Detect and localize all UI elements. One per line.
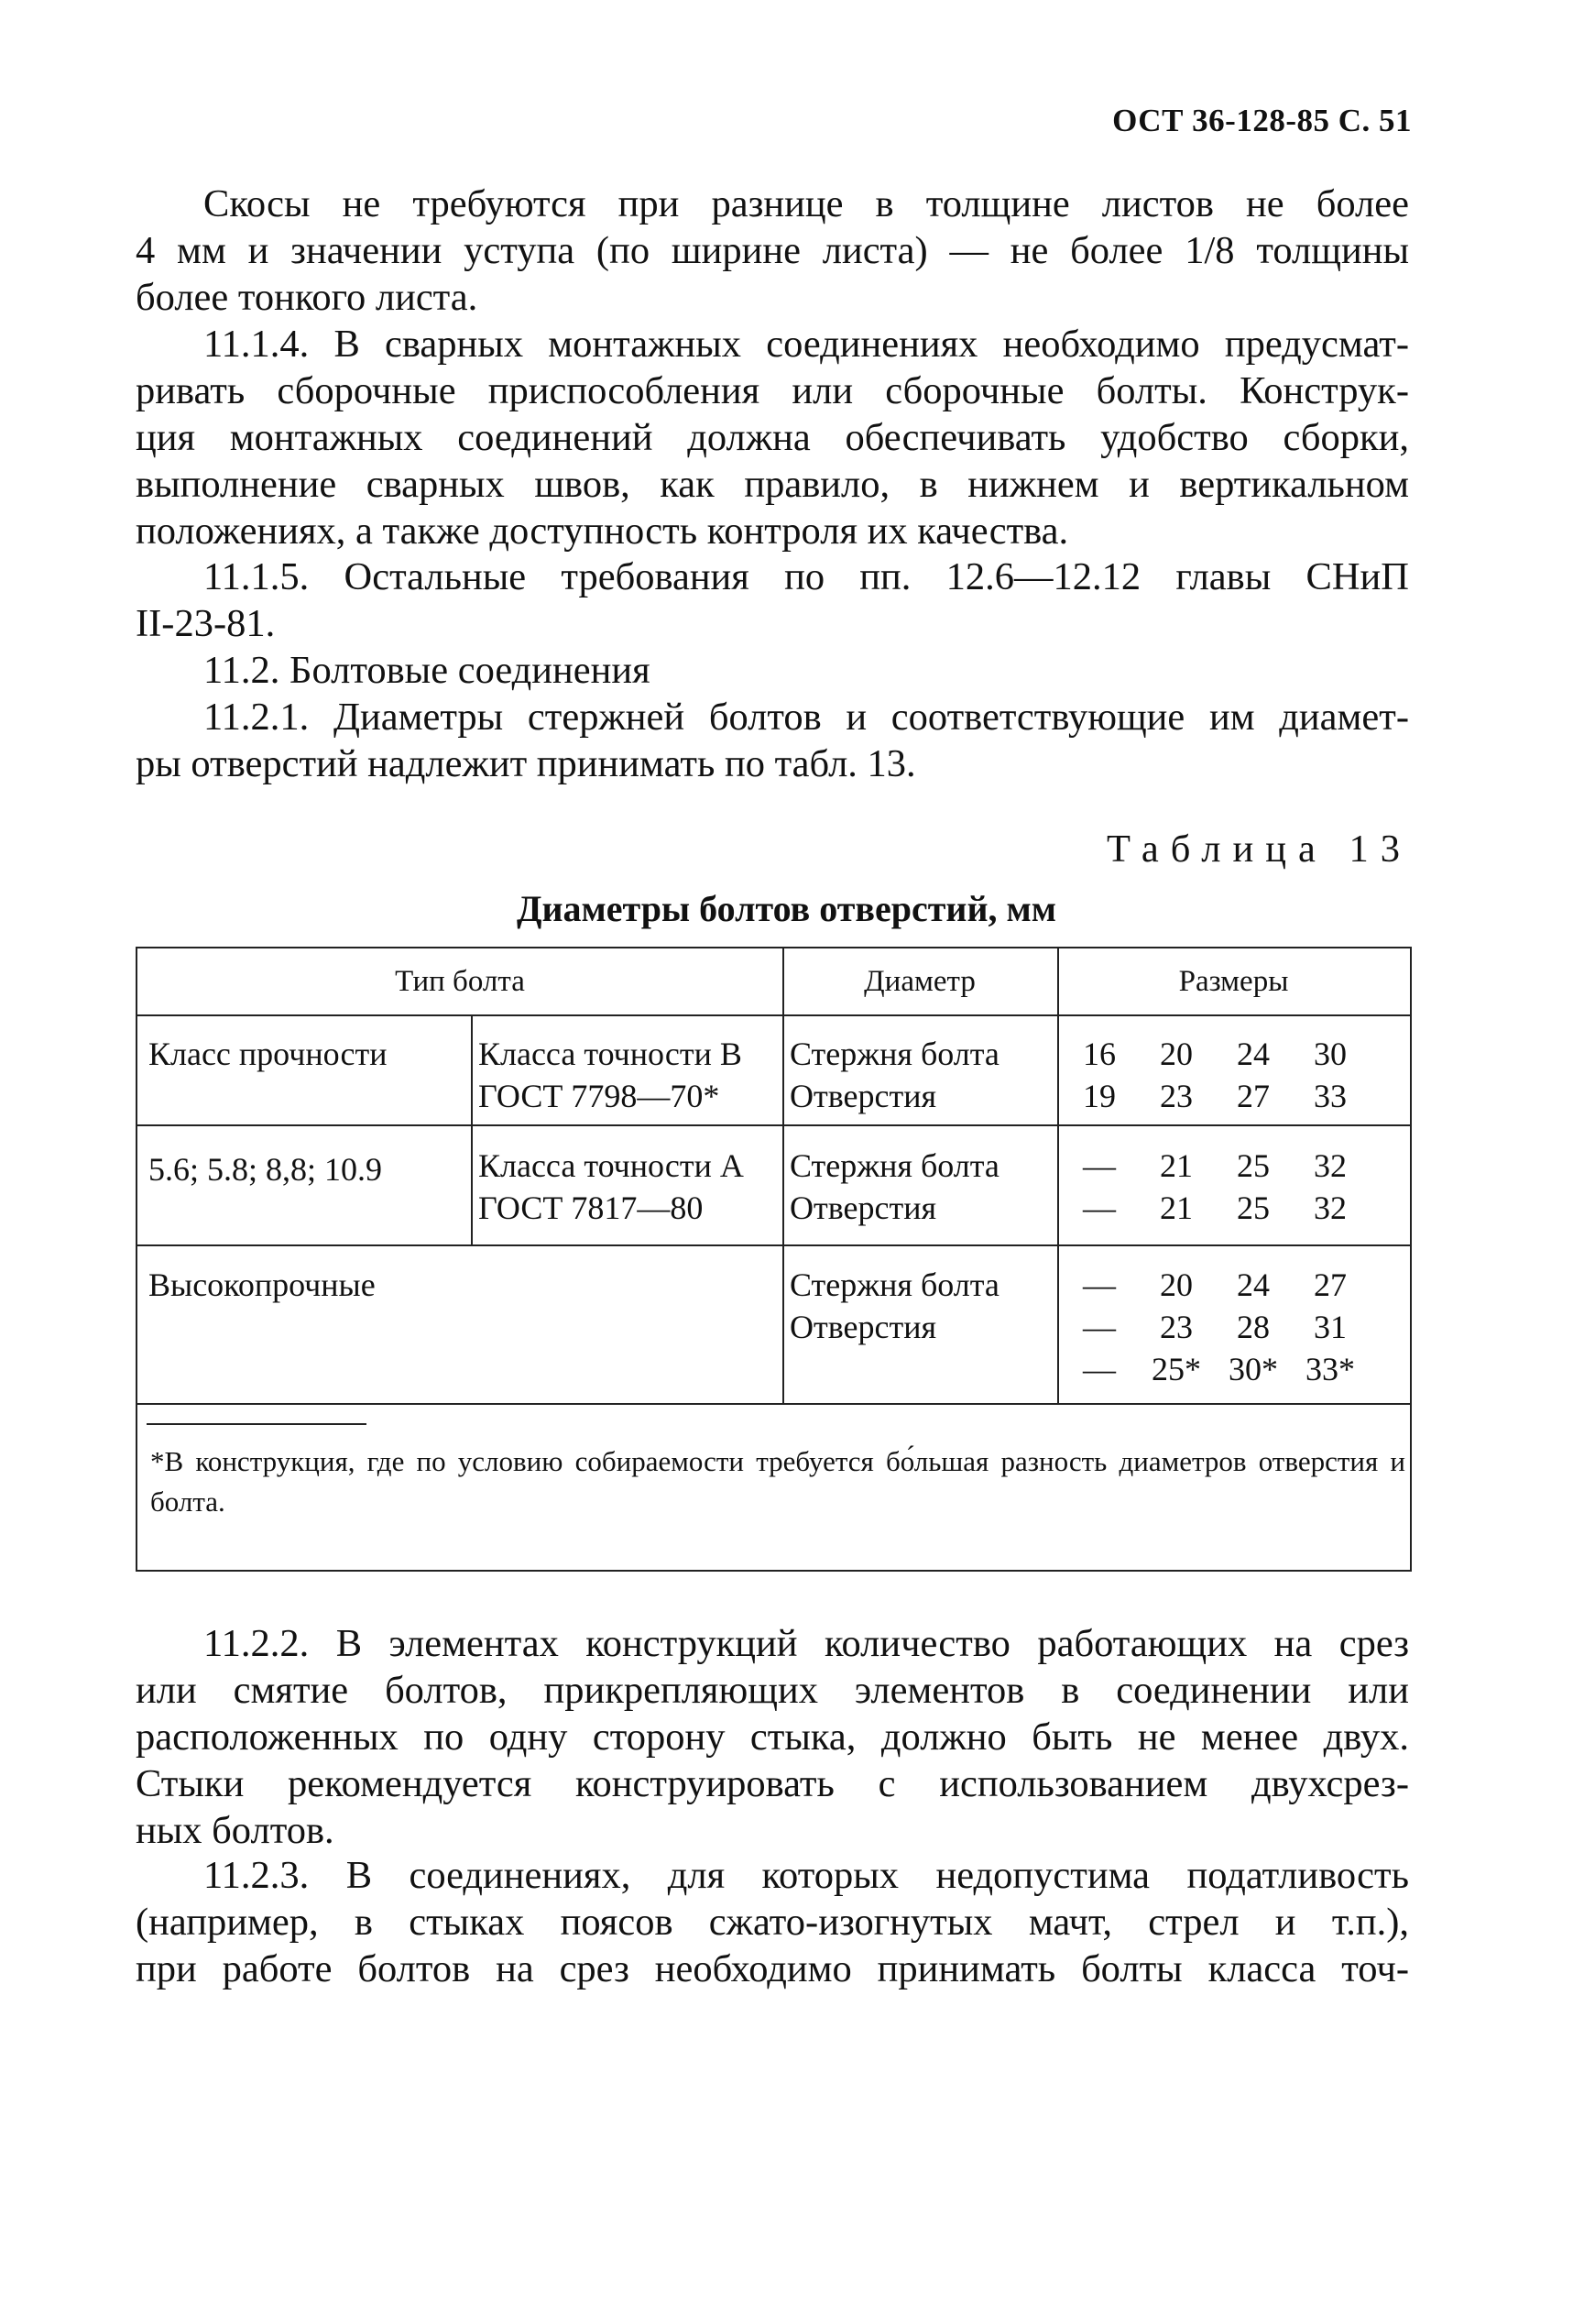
size-value: 23 <box>1160 1309 1193 1345</box>
table-rule <box>471 1014 473 1244</box>
table-rule <box>137 1014 1410 1016</box>
size-value: 24 <box>1237 1036 1270 1072</box>
header-bolt-type: Тип болта <box>395 965 525 998</box>
paragraph-11-2-2 <box>136 1620 1409 1854</box>
header-sizes: Размеры <box>1178 965 1289 998</box>
size-value: 27 <box>1237 1078 1270 1114</box>
table-title: Диаметры болтов отверстий, мм <box>516 888 1056 929</box>
text-line: 4 мм и значении уступа (по ширине листа) — не более 1/8 толщины <box>136 229 1409 272</box>
diameter-label: Стержня болта <box>790 1266 1000 1303</box>
text-line: 11.1.4. В сварных монтажных соединениях необходимо предусмат- <box>203 323 1409 366</box>
page-header: ОСТ 36-128-85 С. 51 <box>1112 103 1412 138</box>
text-line: положениях, а также доступность контроля их качества. <box>136 510 1069 553</box>
size-value: 25* <box>1152 1351 1201 1387</box>
size-value: — <box>1083 1147 1116 1184</box>
text-line: ры отверстий надлежит принимать по табл. 13. <box>136 742 916 785</box>
text-line: 11.2.2. В элементах конструкций количество работающих на срез <box>203 1622 1409 1665</box>
paragraph-skosy <box>136 181 1409 321</box>
text-line: Скосы не требуются при разнице в толщине листов не более <box>203 182 1409 225</box>
size-value: 19 <box>1083 1078 1116 1114</box>
size-value: 24 <box>1237 1266 1270 1303</box>
size-value: 21 <box>1160 1189 1193 1226</box>
table-rule <box>137 1403 1410 1405</box>
size-value: 30 <box>1314 1036 1347 1072</box>
footnote-rule <box>147 1423 366 1425</box>
paragraph-11-1-4 <box>136 321 1409 554</box>
text-line: ривать сборочные приспособления или сборочные болты. Конструк- <box>136 369 1409 412</box>
paragraph-11-2-1 <box>136 694 1409 787</box>
section-heading-11-2 <box>136 647 1409 694</box>
text-line: II-23-81. <box>136 602 276 645</box>
accuracy-class: Класса точности А <box>478 1147 744 1184</box>
text-line: при работе болтов на срез необходимо принимать болты класса точ- <box>136 1947 1409 1990</box>
paragraph-11-2-3 <box>136 1852 1409 1992</box>
text-line: ция монтажных соединений должна обеспечивать удобство сборки, <box>136 416 1409 459</box>
diameter-label: Отверстия <box>790 1189 937 1226</box>
text-line: 11.2.3. В соединениях, для которых недопустима податливость <box>203 1854 1409 1897</box>
size-value: — <box>1083 1351 1116 1387</box>
text-line: (например, в стыках поясов сжато-изогнутых мачт, стрел и т.п.), <box>136 1901 1409 1944</box>
strength-class-label: Класс прочности <box>148 1036 388 1072</box>
size-value: 33* <box>1305 1351 1355 1387</box>
size-value: 32 <box>1314 1147 1347 1184</box>
size-value: — <box>1083 1309 1116 1345</box>
size-value: 25 <box>1237 1147 1270 1184</box>
diameter-label: Отверстия <box>790 1078 937 1114</box>
table-footnote: *В конструкция, где по условию собираемости требуется бо́льшая разность диаметров отверстия и болта. <box>150 1445 1405 1518</box>
size-value: 23 <box>1160 1078 1193 1114</box>
text-line: более тонкого листа. <box>136 276 478 319</box>
size-value: 33 <box>1314 1078 1347 1114</box>
text-line: 11.2. Болтовые соединения <box>203 649 650 692</box>
text-line: расположенных по одну сторону стыка, должно быть не менее двух. <box>136 1716 1409 1759</box>
text-line: или смятие болтов, прикрепляющих элементов в соединении или <box>136 1669 1409 1712</box>
strength-class-values: 5.6; 5.8; 8,8; 10.9 <box>148 1151 383 1188</box>
size-value: 31 <box>1314 1309 1347 1345</box>
size-value: 16 <box>1083 1036 1116 1072</box>
diameter-label: Стержня болта <box>790 1147 1000 1184</box>
size-value: 32 <box>1314 1189 1347 1226</box>
size-value: 21 <box>1160 1147 1193 1184</box>
header-diameter: Диаметр <box>864 965 976 998</box>
paragraph-11-1-5 <box>136 554 1409 647</box>
table-rule <box>782 948 784 1403</box>
size-value: 20 <box>1160 1266 1193 1303</box>
diameter-label: Отверстия <box>790 1309 937 1345</box>
size-value: 20 <box>1160 1036 1193 1072</box>
high-strength-label: Высокопрочные <box>148 1266 376 1303</box>
size-value: 25 <box>1237 1189 1270 1226</box>
table-rule <box>471 1124 782 1126</box>
size-value: — <box>1083 1189 1116 1226</box>
text-line: 11.1.5. Остальные требования по пп. 12.6—12.12 главы СНиП <box>203 555 1409 598</box>
table-rule <box>137 1244 1410 1246</box>
size-value: — <box>1083 1266 1116 1303</box>
gost-reference: ГОСТ 7817—80 <box>478 1189 704 1226</box>
text-line: выполнение сварных швов, как правило, в нижнем и вертикальном <box>136 463 1409 506</box>
gost-reference: ГОСТ 7798—70* <box>478 1078 720 1114</box>
size-value: 27 <box>1314 1266 1347 1303</box>
table-rule <box>1057 948 1059 1403</box>
text-line: Стыки рекомендуется конструировать с использованием двухсрез- <box>136 1762 1409 1805</box>
size-value: 30* <box>1229 1351 1278 1387</box>
size-value: 28 <box>1237 1309 1270 1345</box>
text-line: 11.2.1. Диаметры стержней болтов и соответствующие им диамет- <box>203 696 1409 739</box>
accuracy-class: Класса точности В <box>478 1036 742 1072</box>
table-caption: Таблица 13 <box>1106 828 1412 871</box>
diameter-label: Стержня болта <box>790 1036 1000 1072</box>
text-line: ных болтов. <box>136 1809 334 1852</box>
